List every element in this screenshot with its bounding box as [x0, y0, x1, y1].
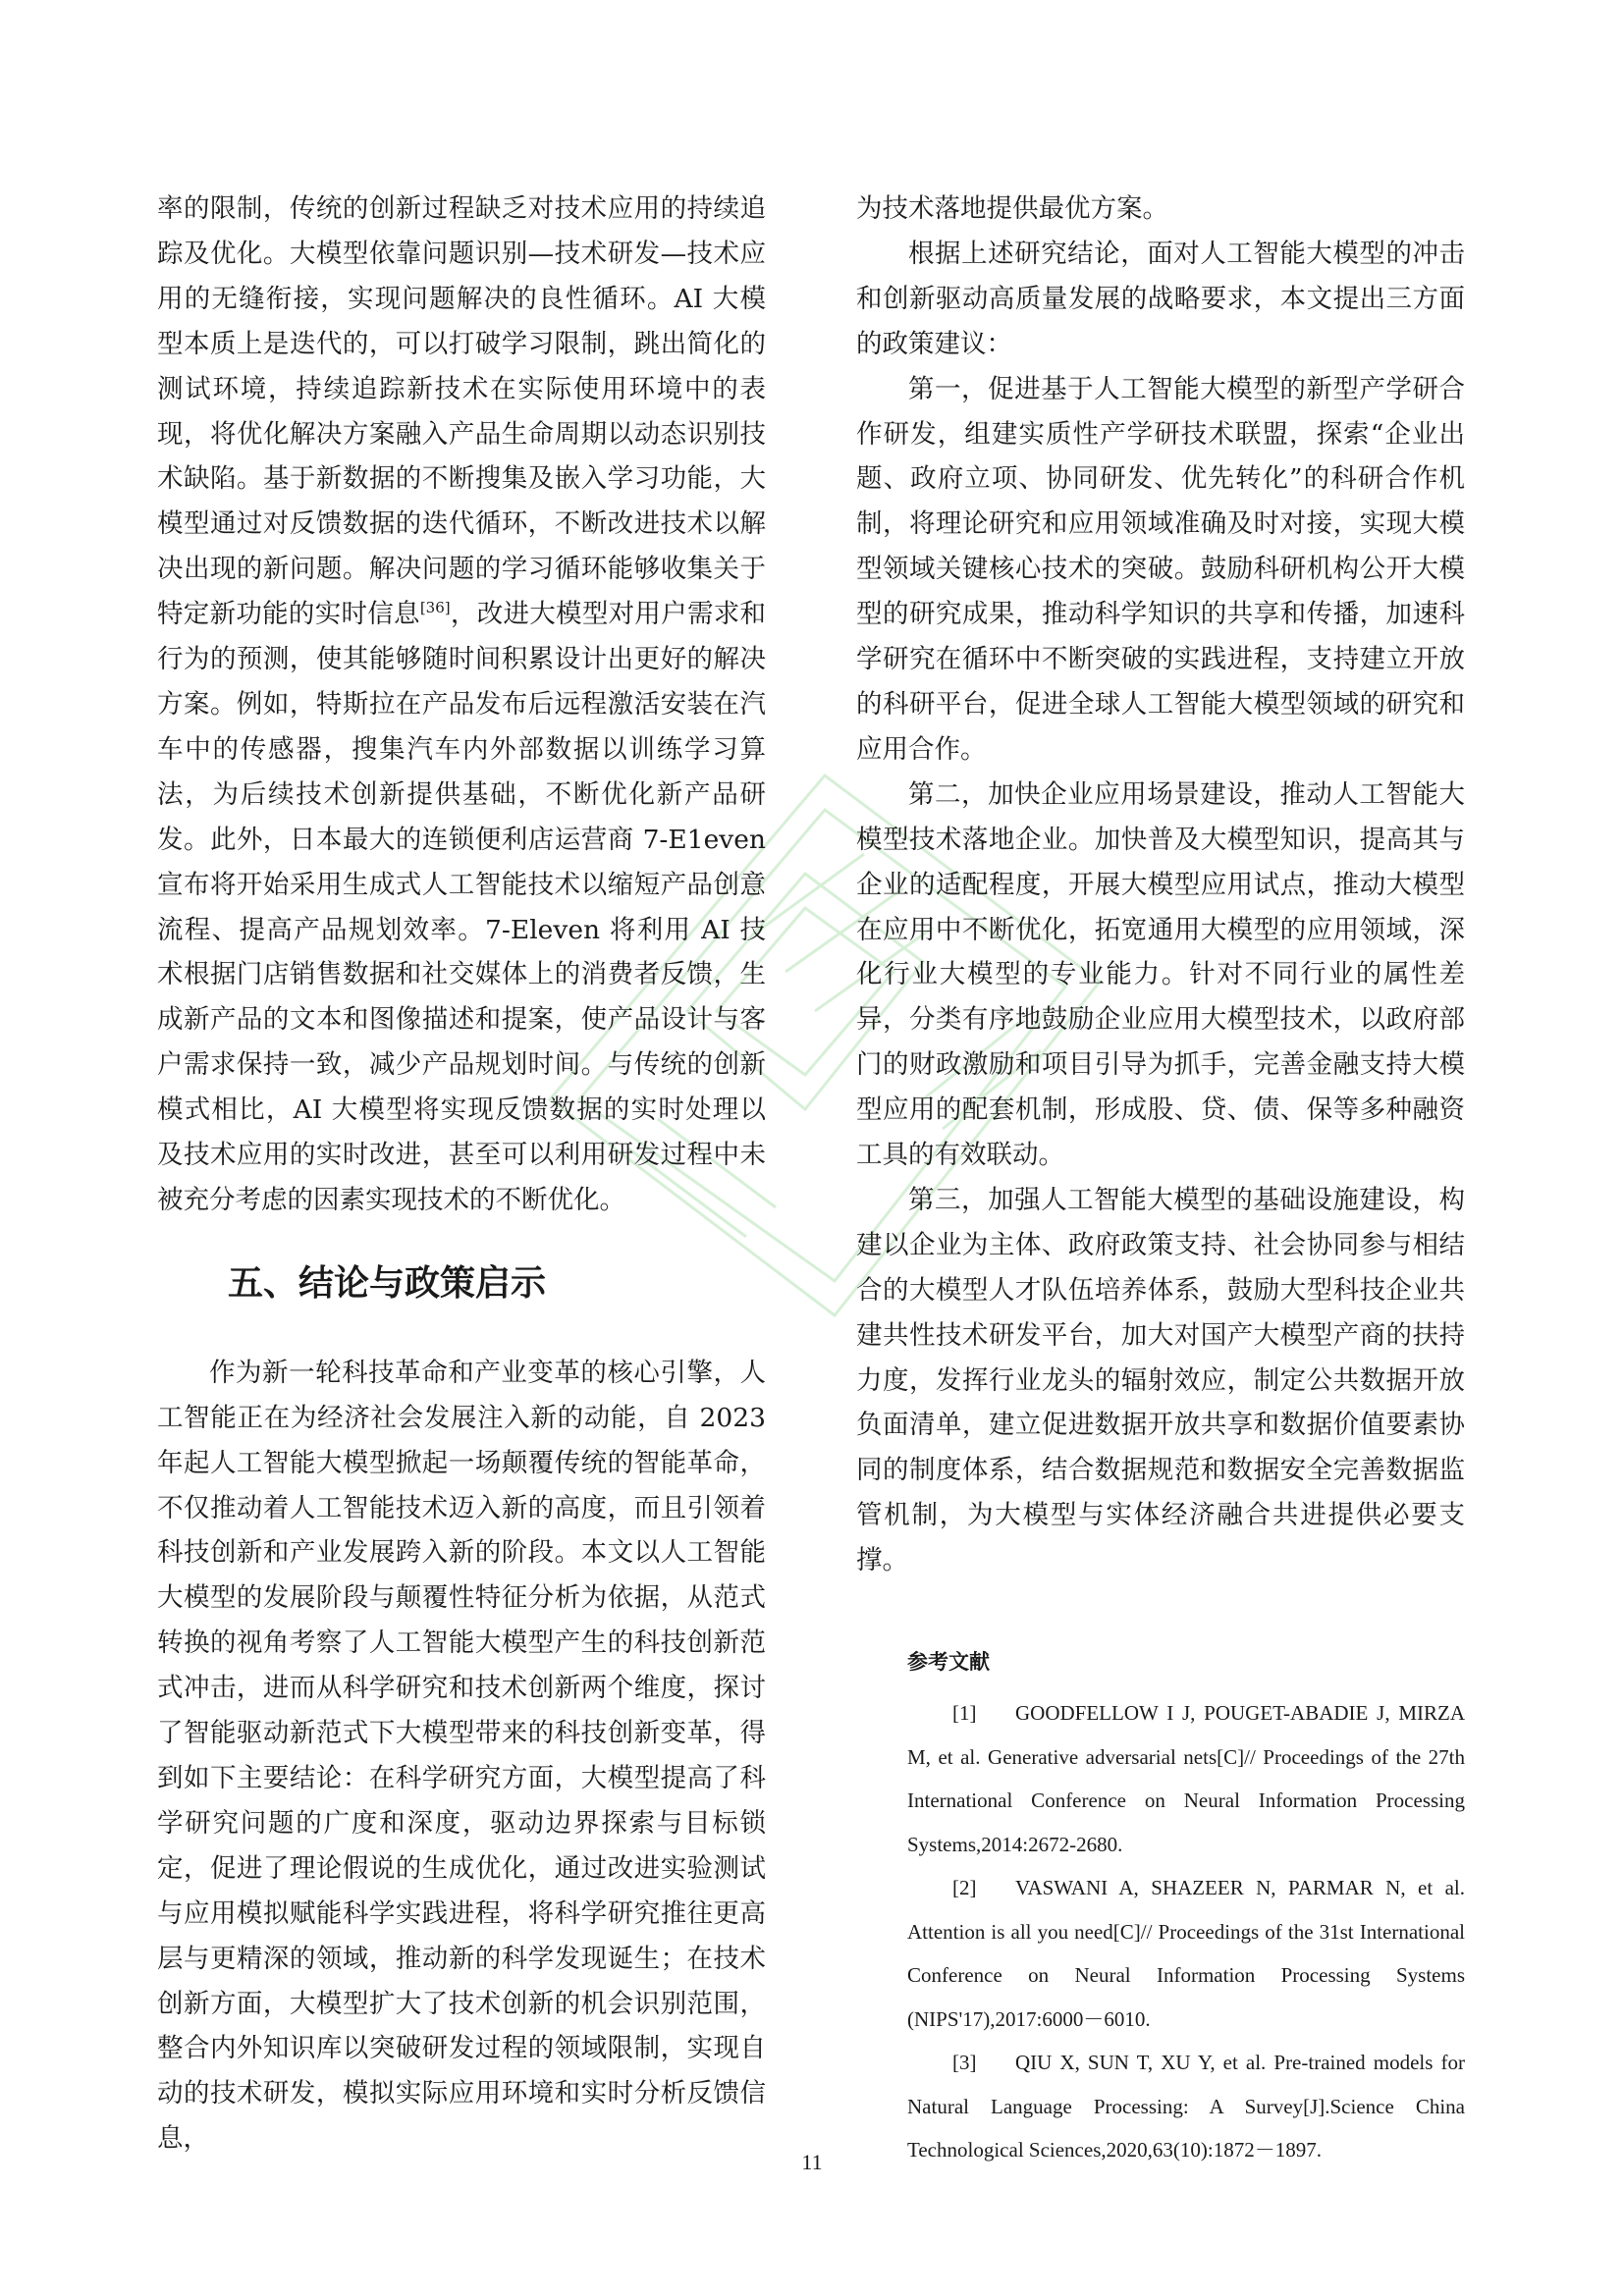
left-column [157, 187, 766, 2162]
reference-item: [3] QIU X, SUN T, XU Y, et al. Pre-trained models for Natural Language Processing: A Survey[J].Science China Technological Sciences,2020,63(10):1872－1897. [907, 2051, 1465, 2163]
section-heading: 五、结论与政策启示 [228, 1262, 547, 1304]
right-paragraph-1: 为技术落地提供最优方案。 [856, 193, 1168, 224]
right-paragraph-3: 第一，促进基于人工智能大模型的新型产学研合作研发，组建实质性产学研技术联盟，探索“企业出题、政府立项、协同研发、优先转化”的科研合作机制，将理论研究和应用领域准确及时对接，实现大模型领域关键核心技术的突破。鼓励科研机构公开大模型的研究成果，推动科学知识的共享和传播，加速科学研究在循环中不断突破的实践进程，支持建立开放的科研平台，促进全球人工智能大模型领域的研究和应用合作。 [856, 373, 1465, 765]
left-paragraph-2: 作为新一轮科技革命和产业变革的核心引擎，人工智能正在为经济社会发展注入新的动能，自 2023 年起人工智能大模型掀起一场颠覆传统的智能革命，不仅推动着人工智能技术迈入新的高度，而且引领着科技创新和产业发展跨入新的阶段。本文以人工智能大模型的发展阶段与颠覆性特征分析为依据，从范式转换的视角考察了人工智能大模型产生的科技创新范式冲击，进而从科学研究和技术创新两个维度，探讨了智能驱动新范式下大模型带来的科技创新变革，得到如下主要结论：在科学研究方面，大模型提高了科学研究问题的广度和深度，驱动边界探索与目标锁定，促进了理论假说的生成优化，通过改进实验测试与应用模拟赋能科学实践进程，将科学研究推往更高层与更精深的领域，推动新的科学发现诞生；在技术创新方面，大模型扩大了技术创新的机会识别范围，整合内外知识库以突破研发过程的领域限制，实现自动的技术研发，模拟实际应用环境和实时分析反馈信息， [157, 1357, 766, 2155]
citation-36: [36] [419, 599, 451, 617]
references-list [856, 1691, 1465, 2172]
reference-item: [1] GOODFELLOW I J, POUGET-ABADIE J, MIRZA M, et al. Generative adversarial nets[C]// Proceedings of the 27th International Conference on Neural Information Processing Systems,2014:2672-2680. [907, 1701, 1465, 1856]
page-number: 11 [801, 2150, 823, 2174]
left-paragraph-1: 率的限制，传统的创新过程缺乏对技术应用的持续追踪及优化。大模型依靠问题识别—技术研发—技术应用的无缝衔接，实现问题解决的良性循环。AI 大模型本质上是迭代的，可以打破学习限制，跳出简化的测试环境，持续追踪新技术在实际使用环境中的表现，将优化解决方案融入产品生命周期以动态识别技术缺陷。基于新数据的不断搜集及嵌入学习功能，大模型通过对反馈数据的迭代循环，不断改进技术以解决出现的新问题。解决问题的学习循环能够收集关于特定新功能的实时信息[36]，改进大模型对用户需求和行为的预测，使其能够随时间积累设计出更好的解决方案。例如，特斯拉在产品发布后远程激活安装在汽车中的传感器，搜集汽车内外部数据以训练学习算法，为后续技术创新提供基础，不断优化新产品研发。此外，日本最大的连锁便利店运营商 7-E1even 宣布将开始采用生成式人工智能技术以缩短产品创意流程、提高产品规划效率。7-Eleven 将利用 AI 技术根据门店销售数据和社交媒体上的消费者反馈，生成新产品的文本和图像描述和提案，使产品设计与客户需求保持一致，减少产品规划时间。与传统的创新模式相比，AI 大模型将实现反馈数据的实时处理以及技术应用的实时改进，甚至可以利用研发过程中未被充分考虑的因素实现技术的不断优化。 [157, 193, 767, 1215]
reference-item: [2] VASWANI A, SHAZEER N, PARMAR N, et al. Attention is all you need[C]// Proceedings of the 31st International Conference on Neural Information Processing Systems (NIPS'17),2017:6000－6010. [907, 1876, 1465, 2031]
right-paragraph-2: 根据上述研究结论，面对人工智能大模型的冲击和创新驱动高质量发展的战略要求，本文提出三方面的政策建议： [856, 238, 1465, 359]
right-paragraph-4: 第二，加快企业应用场景建设，推动人工智能大模型技术落地企业。加快普及大模型知识，提高其与企业的适配程度，开展大模型应用试点，推动大模型在应用中不断优化，拓宽通用大模型的应用领域，深化行业大模型的专业能力。针对不同行业的属性差异，分类有序地鼓励企业应用大模型技术，以政府部门的财政激励和项目引导为抓手，完善金融支持大模型应用的配套机制，形成股、贷、债、保等多种融资工具的有效联动。 [856, 778, 1465, 1171]
right-paragraph-5: 第三，加强人工智能大模型的基础设施建设，构建以企业为主体、政府政策支持、社会协同参与相结合的大模型人才队伍培养体系，鼓励大型科技企业共建共性技术研发平台，加大对国产大模型产商的扶持力度，发挥行业龙头的辐射效应，制定公共数据开放负面清单，建立促进数据开放共享和数据价值要素协同的制度体系，结合数据规范和数据安全完善数据监管机制，为大模型与实体经济融合共进提供必要支撑。 [856, 1184, 1465, 1576]
right-column [856, 187, 1465, 2172]
references-title: 参考文献 [907, 1650, 990, 1675]
